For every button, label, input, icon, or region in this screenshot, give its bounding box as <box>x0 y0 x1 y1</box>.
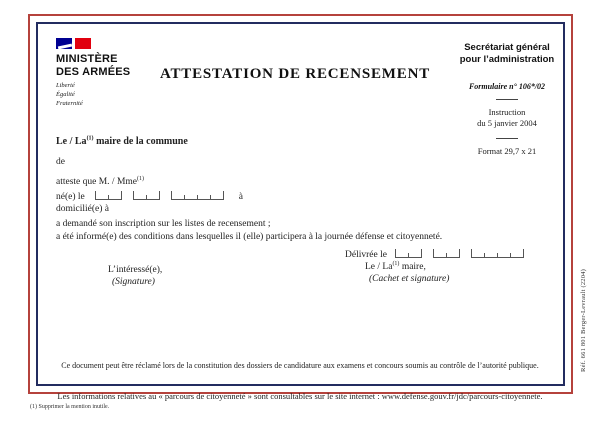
header-right-column <box>444 42 570 156</box>
paper-format: Format 29,7 x 21 <box>477 145 537 156</box>
secretariat-line2: pour l’administration <box>459 53 555 65</box>
footnote-text: (1) Supprimer la mention inutile. <box>30 404 110 410</box>
citizenship-info-line: Les informations relatives au « parcours de citoyenneté » sont consultables sur le site internet : www.defense.gouv.fr/jdc/parcours-citoyennete. <box>57 391 543 401</box>
footnote-marker: (1) <box>137 175 144 182</box>
form-title: ATTESTATION DE RECENSEMENT <box>159 66 431 82</box>
form-number: Formulaire n° 106*/02 <box>468 81 546 91</box>
mayor-line <box>56 136 188 147</box>
stamp-signature-hint: (Cachet et signature) <box>369 274 450 284</box>
mayor-signature-text: maire, <box>399 262 426 272</box>
mayor-signature-block <box>365 262 449 284</box>
birth-date-label: né(e) le <box>56 192 85 202</box>
request-line: a demandé son inscription sur les listes de recensement ; <box>56 219 271 229</box>
footnote-marker: (1) <box>392 260 400 267</box>
flag-blue-block <box>56 38 72 49</box>
birth-place-label: à <box>238 192 243 202</box>
domicile-label: domicilié(e) à <box>56 204 110 214</box>
footnote-marker: (1) <box>86 135 94 142</box>
mayor-signature-label <box>365 262 449 272</box>
interested-party-signature-block <box>108 265 162 287</box>
birth-date-field <box>95 190 235 202</box>
signature-hint: (Signature) <box>112 277 155 287</box>
motto-liberte: Liberté <box>56 82 75 90</box>
ministry-name-line1: MINISTÈRE <box>56 53 118 65</box>
informed-line: a été informé(e) des conditions dans lesquelles il (elle) participera à la journée défense et citoyenneté. <box>56 232 443 242</box>
commune-label: de <box>56 157 65 167</box>
interested-party-label: L’intéressé(e), <box>108 265 163 275</box>
atteste-line-text: atteste que M. / Mme <box>56 177 137 187</box>
delivery-date-field <box>395 248 535 260</box>
separator-line <box>496 99 518 100</box>
french-flag-icon <box>56 38 166 49</box>
instruction-line2: du 5 janvier 2004 <box>477 118 537 129</box>
flag-red-block <box>75 38 91 49</box>
atteste-line <box>56 177 144 187</box>
delivery-date-line <box>345 248 535 260</box>
birth-date-line <box>56 190 243 202</box>
mayor-line-text: Le / La <box>56 136 87 147</box>
secretariat-line1: Secrétariat général <box>464 42 550 53</box>
mayor-signature-text: Le / La <box>365 262 393 272</box>
printer-reference: Réf. 661 801 Berger-Levrault (2204) <box>580 269 587 372</box>
ministry-name-line2: DES ARMÉES <box>56 65 131 78</box>
legal-notice: Ce document peut être réclamé lors de la constitution des dossiers de candidature aux examens et concours soumis au contrôle de l’autorité publique. <box>61 361 539 370</box>
motto-egalite: Égalité <box>56 91 75 99</box>
motto-fraternite: Fraternité <box>56 99 83 107</box>
delivery-date-label: Délivrée le <box>345 250 387 260</box>
mayor-line-text: maire de la commune <box>93 136 188 147</box>
instruction-line1: Instruction <box>488 106 526 117</box>
separator-line <box>496 138 518 139</box>
